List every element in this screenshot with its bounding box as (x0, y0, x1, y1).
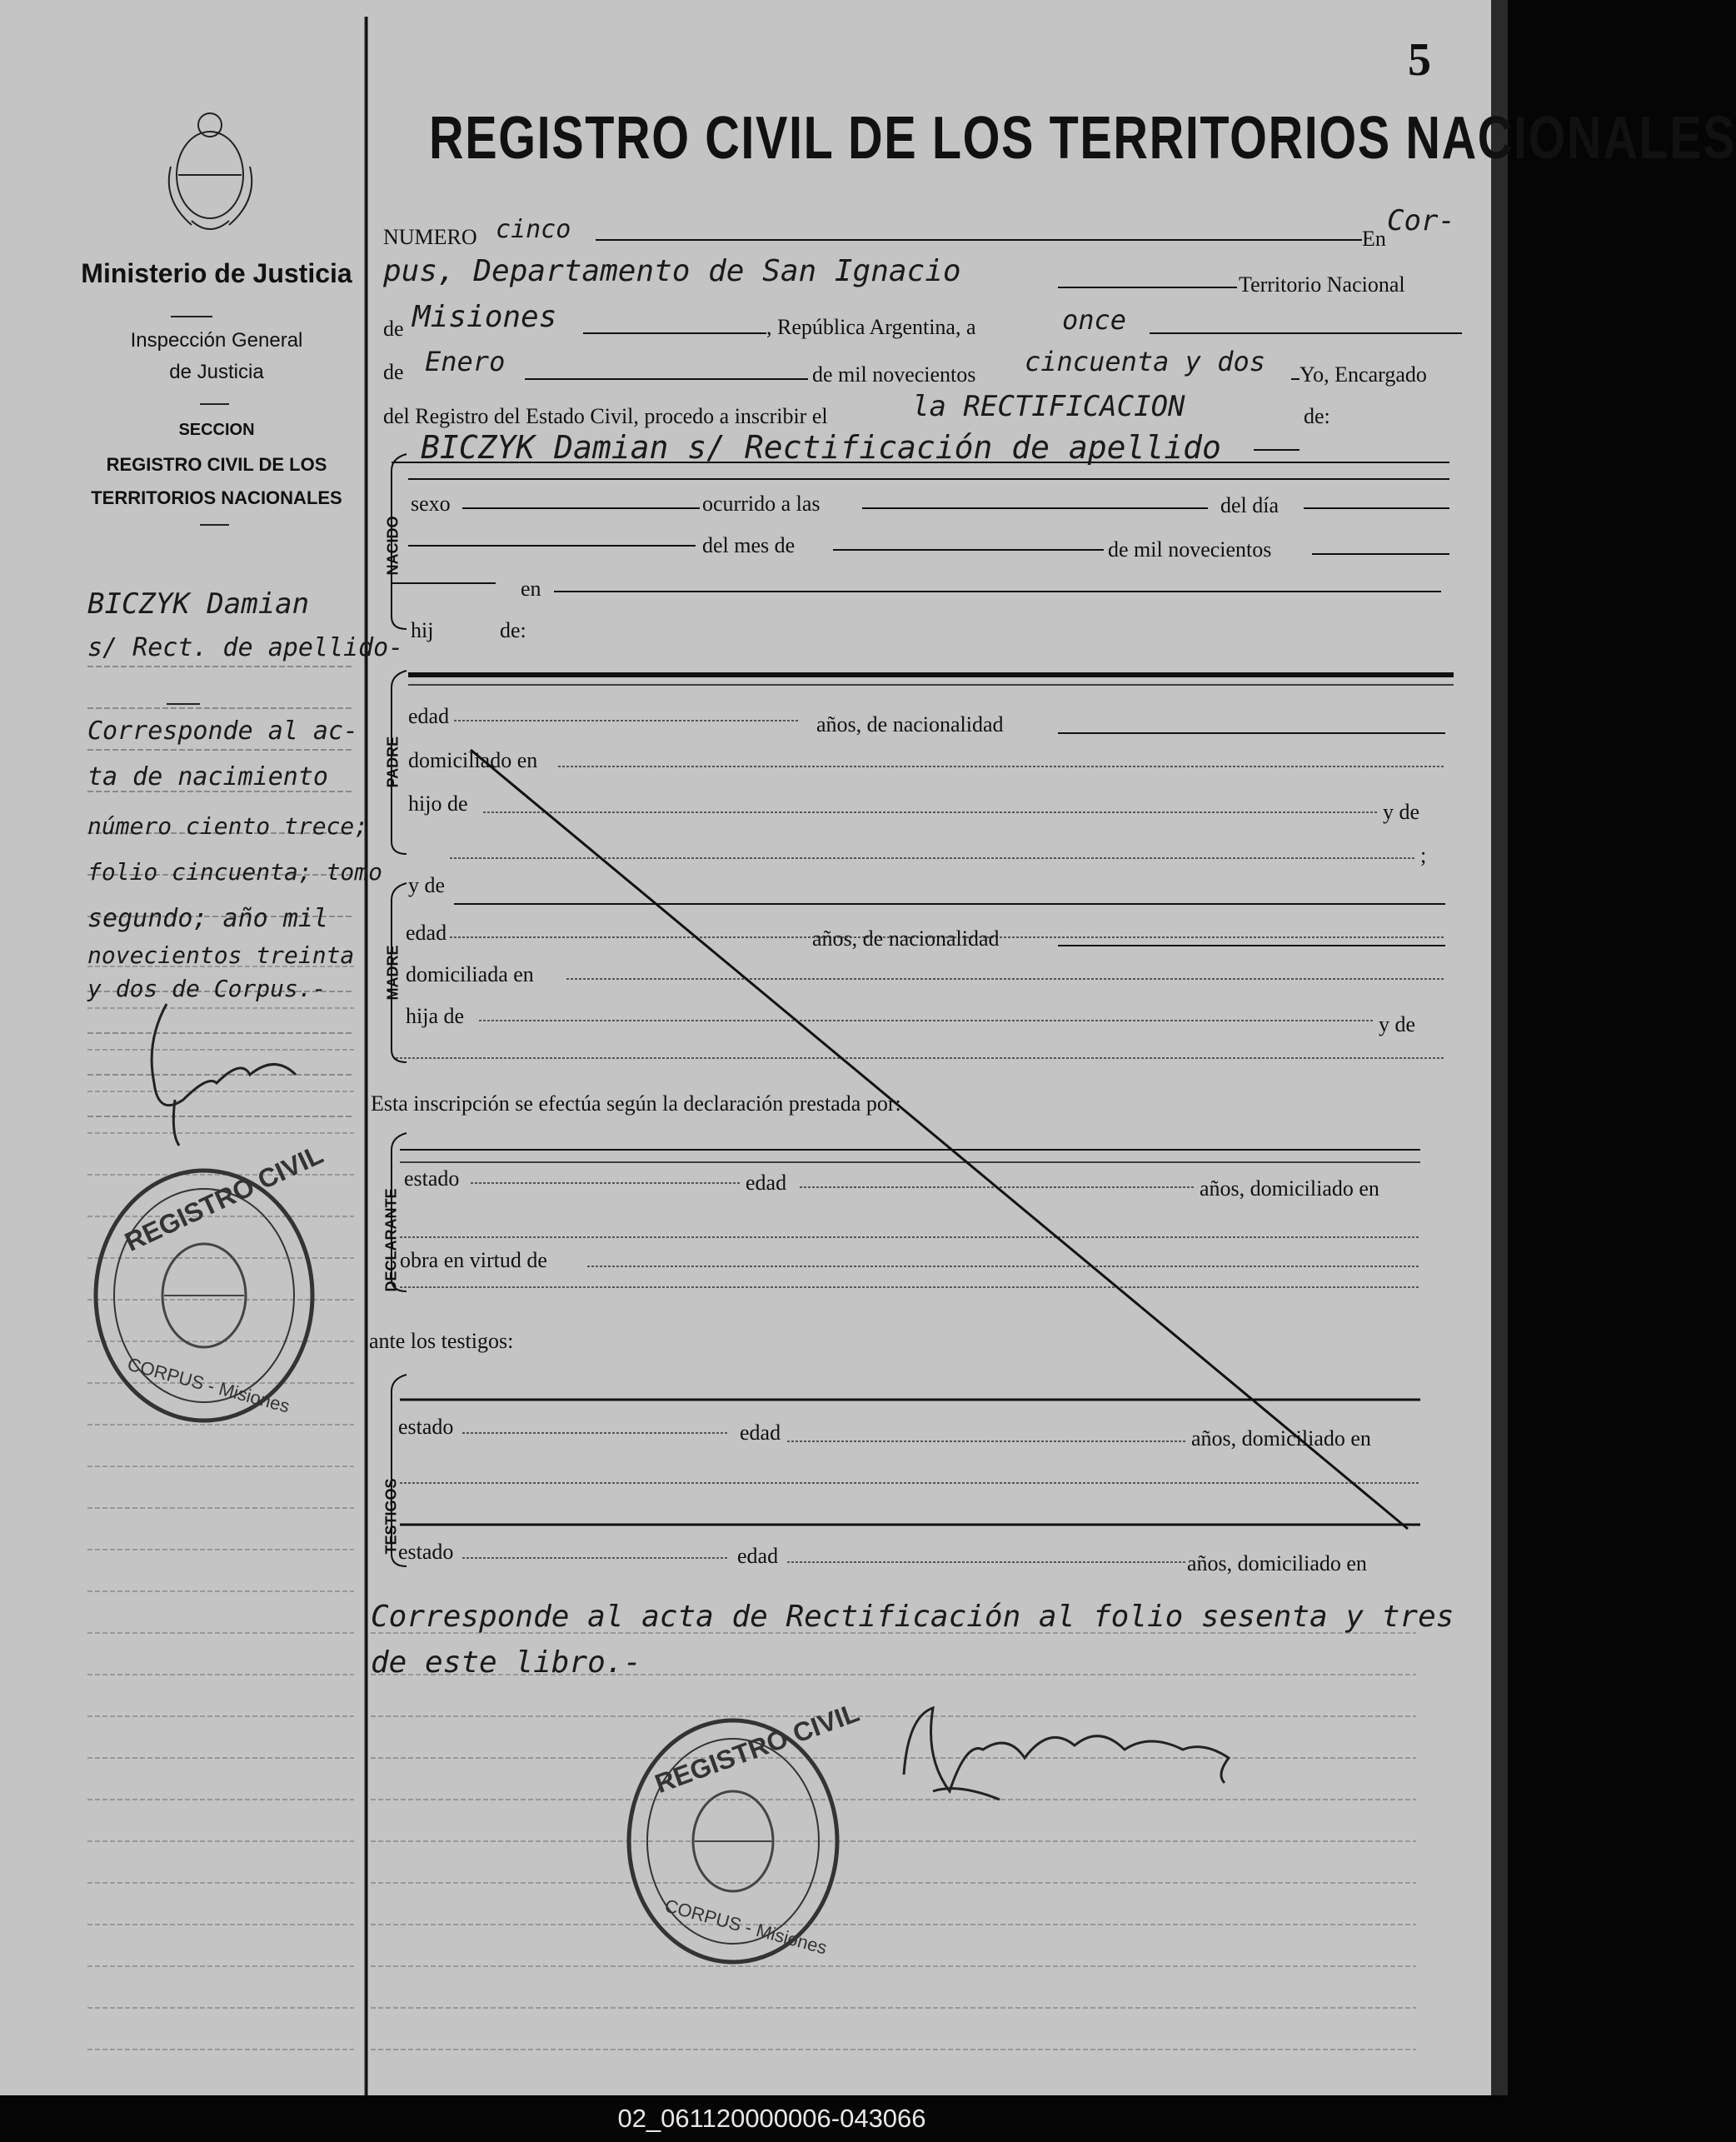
de-label-3: de: (1304, 404, 1330, 428)
de-label: de (383, 317, 404, 341)
hij-de-label: de: (500, 618, 526, 642)
lugar-value-1: Cor- (1387, 204, 1455, 237)
coat-of-arms-icon (169, 113, 252, 229)
padre-semicolon: ; (1420, 843, 1427, 867)
numero-label: NUMERO (383, 225, 477, 249)
en-label: En (1362, 227, 1386, 251)
del-dia-label: del día (1220, 493, 1280, 517)
anio-value: cincuenta y dos (1025, 346, 1265, 377)
margin-note-line: s/ Rect. de apellido- (87, 633, 404, 662)
madre-y-de-label: y de (1379, 1012, 1416, 1036)
ministry-label: Ministerio de Justicia (81, 258, 352, 288)
margin-note-line: BICZYK Damian (87, 587, 310, 621)
numero-value: cinco (496, 215, 571, 244)
padre-hijo-label: hijo de (408, 791, 468, 816)
padre-domicilio-label: domiciliado en (408, 748, 538, 772)
padre-edad-label: edad (408, 704, 450, 728)
footer-id: 02_061120000006-043066 (617, 2104, 926, 2133)
stamp-main-bottom-text: CORPUS - Misiones (662, 1895, 830, 1959)
stamp-bottom-text: CORPUS - Misiones (125, 1353, 292, 1417)
stamp-top-text: REGISTRO CIVIL (120, 1139, 328, 1257)
declarante-section-label: DECLARANTE (382, 1188, 400, 1292)
margin-note-line: novecientos treinta (87, 941, 355, 969)
yo-label: Yo, Encargado (1300, 362, 1427, 387)
margin-note-line: segundo; año mil (87, 904, 328, 933)
page-title: REGISTRO CIVIL DE LOS TERRITORIOS NACIONALES (429, 105, 1736, 172)
anio-label: de mil novecientos (812, 362, 976, 387)
margin-note-line: Corresponde al ac- (87, 716, 359, 746)
ocurrido-label: ocurrido a las (702, 492, 821, 516)
de-label-2: de (383, 360, 404, 384)
padre-anos-label: años, de nacionalidad (816, 712, 1004, 736)
section-label-1: SECCION (178, 421, 255, 439)
lugar-value-2: pus, Departamento de San Ignacio (383, 254, 961, 288)
closing-note-line-2: de este libro.- (371, 1645, 642, 1680)
page-number: 5 (1408, 34, 1431, 86)
madre-hija-label: hija de (406, 1004, 465, 1028)
section-label-3: TERRITORIOS NACIONALES (91, 487, 342, 508)
stamp-main-top-text: REGISTRO CIVIL (651, 1697, 864, 1800)
padre-y-de-label: y de (1383, 800, 1420, 824)
nacido-section-label: NACIDO (384, 516, 402, 576)
testigo-1-estado-label: estado (398, 1415, 454, 1439)
madre-domicilio-label: domiciliada en (406, 962, 534, 986)
testigo-2-anos-label: años, domiciliado en (1187, 1551, 1367, 1575)
declarante-anos-label: años, domiciliado en (1200, 1176, 1379, 1201)
declarante-edad-label: edad (746, 1171, 787, 1195)
del-mes-label: del mes de (702, 533, 796, 557)
en-label-nacido: en (521, 577, 541, 601)
section-label-2: REGISTRO CIVIL DE LOS (106, 454, 327, 475)
sexo-label: sexo (411, 492, 451, 516)
margin-note-line: ta de nacimiento (87, 762, 328, 791)
declarante-estado-label: estado (404, 1166, 460, 1191)
book-spine (1491, 0, 1508, 2095)
closing-note-line-1: Corresponde al acta de Rectificación al folio sesenta y tres (371, 1600, 1454, 1634)
margin-note-line: número ciento trece; (87, 812, 369, 840)
declaracion-label: Esta inscripción se efectúa según la declaración prestada por: (371, 1091, 901, 1116)
declarante-obra-label: obra en virtud de (400, 1248, 547, 1272)
testigo-2-estado-label: estado (398, 1540, 454, 1564)
margin-note-line: y dos de Corpus.- (87, 975, 327, 1002)
nombre-value: BICZYK Damian s/ Rectificación de apellido (421, 429, 1221, 466)
hij-label: hij (411, 618, 434, 642)
registro-label: del Registro del Estado Civil, procedo a inscribir el (383, 404, 828, 428)
testigo-1-anos-label: años, domiciliado en (1191, 1426, 1371, 1450)
inspection-label-2: de Justicia (169, 361, 264, 383)
margin-note-line: folio cincuenta; tomo (87, 858, 383, 886)
madre-section-label: MADRE (384, 945, 402, 1001)
mes-value: Enero (425, 346, 506, 377)
territorio-value: Misiones (412, 300, 557, 334)
testigos-section-label: TESTIGOS (382, 1478, 400, 1555)
madre-edad-label: edad (406, 921, 447, 945)
mil-novecientos-label: de mil novecientos (1108, 537, 1272, 562)
inspection-label-1: Inspección General (130, 329, 303, 352)
padre-section-label: PADRE (384, 736, 402, 788)
territorio-label: Territorio Nacional (1239, 272, 1405, 297)
madre-anos-label: años, de nacionalidad (812, 926, 1000, 951)
dia-value: once (1062, 304, 1127, 336)
testigos-label: ante los testigos: (369, 1329, 514, 1353)
republica-label: , República Argentina, a (766, 315, 976, 339)
madre-y-de-top: y de (408, 873, 446, 897)
acto-value: la RECTIFICACION (912, 390, 1185, 423)
testigo-1-edad-label: edad (740, 1421, 781, 1445)
testigo-2-edad-label: edad (737, 1544, 779, 1568)
